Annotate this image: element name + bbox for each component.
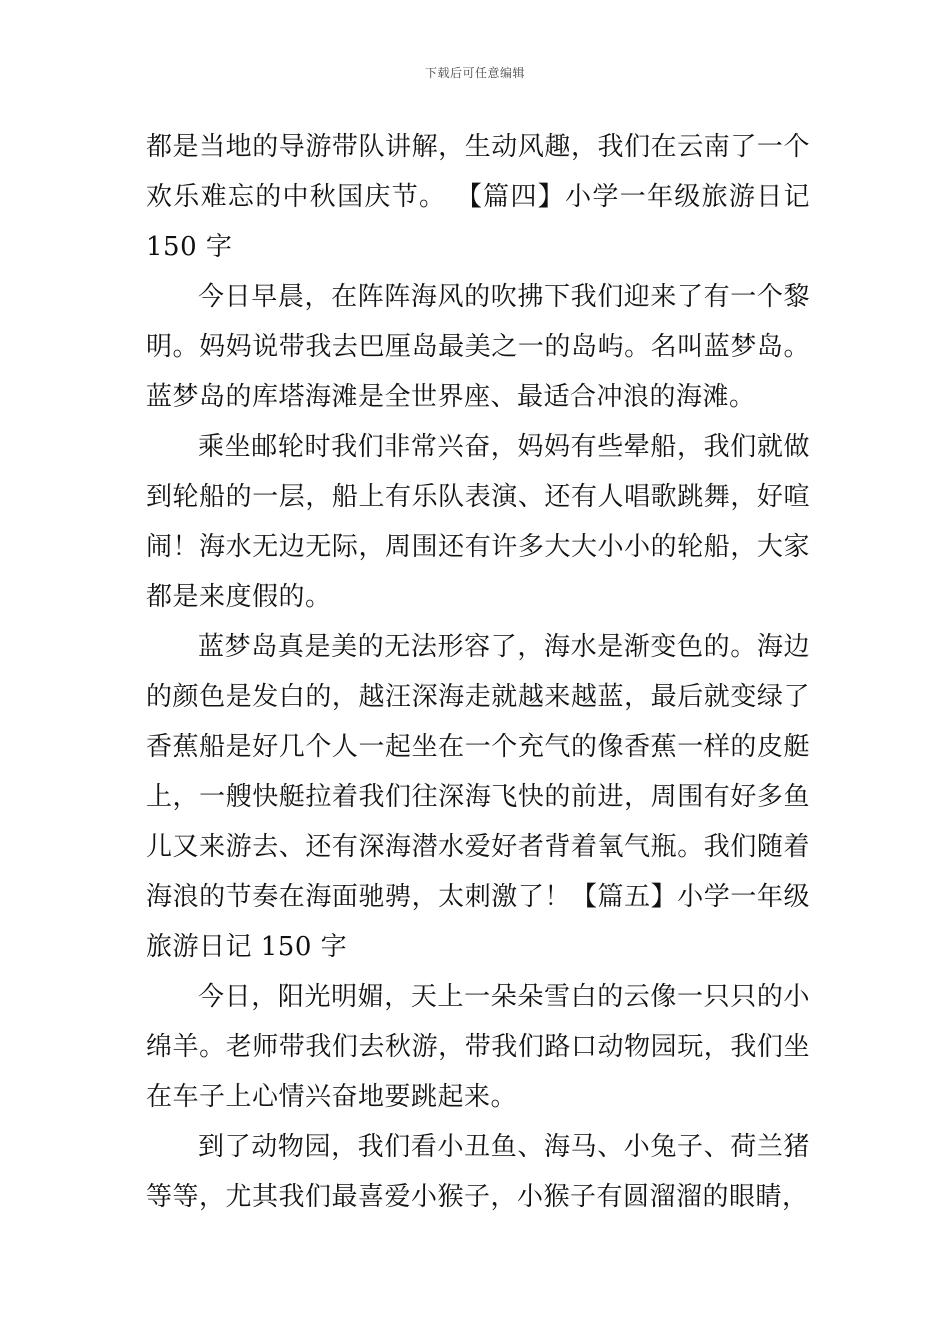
page-header: 下载后可任意编辑 (424, 66, 525, 80)
paragraph: 蓝梦岛真是美的无法形容了，海水是渐变色的。海边的颜色是发白的，越汪深海走就越来越蓝，最后就变绿了香蕉船是好几个人一起坐在一个充气的像香蕉一样的皮艇上，一艘快艇拉着我们往深海飞快的前进，周围有好多鱼儿又来游去、还有深海潜水爱好者背着氧气瓶。我们随着海浪的节奏在海面驰骋，太刺激了！【篇五】小学一年级旅游日记 150 字 (146, 632, 810, 962)
document-body (146, 122, 810, 1222)
paragraph: 到了动物园，我们看小丑鱼、海马、小兔子、荷兰猪等等，尤其我们最喜爱小猴子，小猴子有圆溜溜的眼睛， (146, 1132, 810, 1212)
paragraph: 今日早晨，在阵阵海风的吹拂下我们迎来了有一个黎明。妈妈说带我去巴厘岛最美之一的岛屿。名叫蓝梦岛。蓝梦岛的库塔海滩是全世界座、最适合冲浪的海滩。 (146, 282, 810, 412)
paragraph: 今日，阳光明媚，天上一朵朵雪白的云像一只只的小绵羊。老师带我们去秋游，带我们路口动物园玩，我们坐在车子上心情兴奋地要跳起来。 (146, 982, 810, 1112)
paragraph: 乘坐邮轮时我们非常兴奋，妈妈有些晕船，我们就做到轮船的一层，船上有乐队表演、还有人唱歌跳舞，好喧闹！海水无边无际，周围还有许多大大小小的轮船，大家都是来度假的。 (146, 432, 810, 612)
paragraph-continuation: 都是当地的导游带队讲解，生动风趣，我们在云南了一个欢乐难忘的中秋国庆节。 【篇四】小学一年级旅游日记 150 字 (146, 132, 810, 262)
